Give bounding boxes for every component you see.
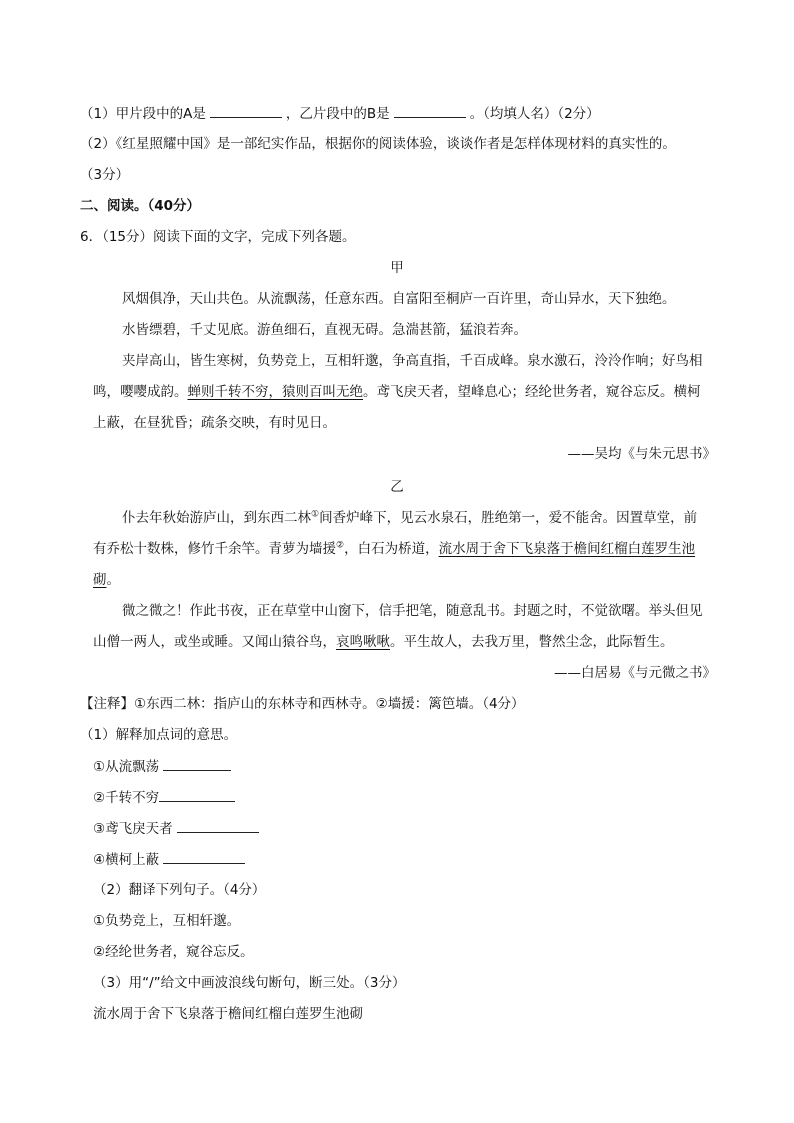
yi-text: ，白石为桥道， [344,541,439,557]
q6-sub2-item-2: ②经纶世务者，窥谷忘反。 [93,944,254,960]
q5-sub1-part-b: ，乙片段中的B是 [285,106,390,122]
answer-blank[interactable] [163,849,245,864]
jia-text: 。鸢飞戾天者，望峰息心；经纶世务者，窥谷忘反。横柯 [363,384,701,400]
yi-wavy-sentence-end: 砌 [93,572,107,588]
item-label: ③鸢飞戾天者 [93,821,173,837]
q5-sub1 [80,103,600,124]
annotation-note: 【注释】①东西二林：指庐山的东林寺和西林寺。②墙援：篱笆墙。（4分） [80,696,525,712]
q5-sub1-part-a: （1）甲片段中的A是 [80,106,206,122]
jia-paragraph-2: 水皆缥碧，千丈见底。游鱼细石，直视无碍。急湍甚箭，猛浪若奔。 [122,322,527,338]
answer-blank-b[interactable] [394,103,466,118]
passage-yi-title: 乙 [390,479,404,495]
jia-paragraph-3-line-1: 夹岸高山，皆生寒树，负势竞上，互相轩邈，争高直指，千百成峰。泉水激石，泠泠作响；好鸟相 [122,353,703,369]
yi-paragraph-1-line-3 [93,570,120,590]
jia-wavy-sentence: 蝉则千转不穷，猿则百叫无绝 [187,384,363,400]
jia-text: 鸣，嘤嘤成韵。 [93,384,188,400]
item-label: ②千转不穷 [93,790,160,806]
jia-paragraph-3-line-2 [93,382,701,402]
yi-text: 仆去年秋始游庐山，到东西二林 [122,510,311,526]
yi-text: 有乔松十数株，修竹千余竿。青萝为墙援 [93,541,336,557]
yi-text: 。 [106,572,120,588]
jia-paragraph-1: 风烟俱净，天山共色。从流飘荡，任意东西。自富阳至桐庐一百许里，奇山异水，天下独绝。 [122,291,676,307]
q6-sub3-title: （3）用“/”给文中画波浪线句断句，断三处。（3分） [93,975,406,991]
section-title: 二、阅读。（40分） [80,198,201,214]
passage-jia-title: 甲 [390,260,404,276]
q6-sub1-title: （1）解释加点词的意思。 [80,727,238,743]
q6-sub1-item-1 [93,756,235,777]
q6-sub1-item-3 [93,818,263,839]
yi-text: 。平生故人，去我万里，瞥然尘念，此际暂生。 [390,634,674,650]
q6-sub2-title: （2）翻译下列句子。（4分） [93,882,266,898]
note-marker-2: ② [336,540,345,551]
answer-blank[interactable] [163,756,231,771]
yi-text: 山僧一两人，或坐或睡。又闻山猿谷鸟， [93,634,336,650]
item-label: ④横柯上蔽 [93,852,160,868]
q6-sub1-item-2 [93,787,239,808]
q5-sub2-line1: （2）《红星照耀中国》是一部纪实作品，根据你的阅读体验，谈谈作者是怎样体现材料的真实性的。 [80,136,676,152]
item-label: ①从流飘荡 [93,759,160,775]
answer-blank-a[interactable] [210,103,282,118]
answer-blank[interactable] [159,787,235,802]
yi-wavy-sentence: 流水周于舍下飞泉落于檐间红榴白莲罗生池 [438,541,696,557]
jia-paragraph-3-line-3: 上蔽，在昼犹昏；疏条交映，有时见日。 [93,415,336,431]
yi-paragraph-2-line-2 [93,632,674,652]
yi-paragraph-1-line-2 [93,539,695,559]
yi-source: ——白居易《与元微之书》 [554,665,716,681]
q6-sub3-sentence: 流水周于舍下飞泉落于檐间红榴白莲罗生池砌 [93,1006,363,1022]
answer-blank[interactable] [177,818,259,833]
yi-underlined-phrase: 哀鸣啾啾 [336,634,390,650]
note-marker-1: ① [311,509,320,520]
jia-source: ——吴均《与朱元思书》 [567,446,716,462]
q6-sub2-item-1: ①负势竞上，互相轩邈。 [93,913,241,929]
q5-sub1-part-c: 。（均填人名）（2分） [469,106,600,122]
q5-sub2-line2: （3分） [80,167,130,183]
yi-text: 间香炉峰下，见云水泉石，胜绝第一，爱不能舍。因置草堂，前 [319,510,698,526]
yi-paragraph-1-line-1 [122,508,697,528]
q6-sub1-item-4 [93,849,249,870]
q6-header: 6．（15分）阅读下面的文字，完成下列各题。 [80,229,356,245]
yi-paragraph-2-line-1: 微之微之！作此书夜，正在草堂中山窗下，信手把笔，随意乱书。封题之时，不觉欲曙。举头但见 [122,603,703,619]
